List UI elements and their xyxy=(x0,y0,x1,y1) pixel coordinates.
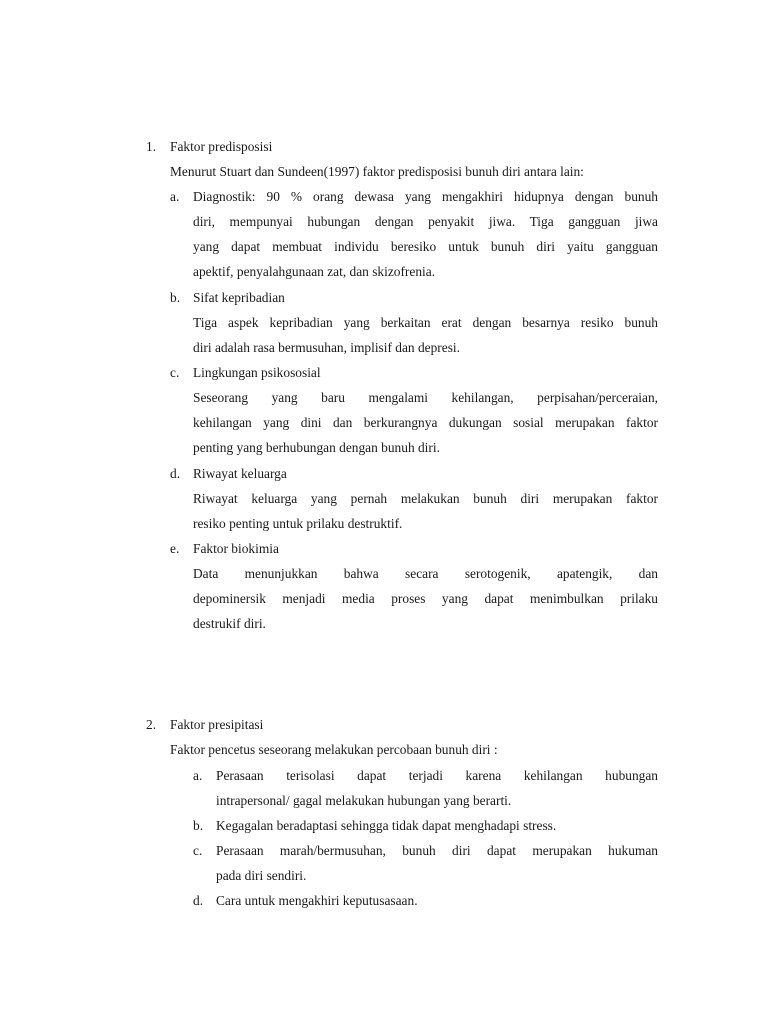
list-item-line: apektif, penyalahgunaan zat, dan skizofrenia. xyxy=(193,264,436,279)
list-marker: b. xyxy=(170,290,181,305)
list-marker: e. xyxy=(170,541,180,556)
list-item-line: Perasaan marah/bermusuhan, bunuh diri dapat merupakan hukuman xyxy=(216,843,658,858)
section-1-intro: Menurut Stuart dan Sundeen(1997) faktor predisposisi bunuh diri antara lain: xyxy=(170,164,584,179)
list-item-line: pada diri sendiri. xyxy=(216,868,307,883)
list-item-line: kehilangan yang dini dan berkurangnya dukungan sosial merupakan faktor xyxy=(193,415,658,430)
list-item-line: diri adalah rasa bermusuhan, implisif dan depresi. xyxy=(193,340,460,355)
list-item-line: Perasaan terisolasi dapat terjadi karena kehilangan hubungan xyxy=(216,768,658,783)
section-1-title: Faktor predisposisi xyxy=(170,139,273,154)
section-2-number: 2. xyxy=(146,717,157,732)
list-item-heading: Faktor biokimia xyxy=(193,541,279,556)
list-marker: d. xyxy=(170,466,181,481)
list-item-line: resiko penting untuk prilaku destruktif. xyxy=(193,516,403,531)
list-item-line: depominersik menjadi media proses yang dapat menimbulkan prilaku xyxy=(193,591,658,606)
list-item-line: Diagnostik: 90 % orang dewasa yang mengakhiri hidupnya dengan bunuh xyxy=(193,189,658,204)
list-marker: c. xyxy=(193,843,203,858)
section-2-intro: Faktor pencetus seseorang melakukan percobaan bunuh diri : xyxy=(170,742,498,757)
list-item-line: Tiga aspek kepribadian yang berkaitan erat dengan besarnya resiko bunuh xyxy=(193,315,658,330)
list-item-heading: Riwayat keluarga xyxy=(193,466,287,481)
list-item-line: Seseorang yang baru mengalami kehilangan, perpisahan/perceraian, xyxy=(193,390,658,405)
list-marker: d. xyxy=(193,893,204,908)
list-item-heading: Sifat kepribadian xyxy=(193,290,285,305)
list-item-line: penting yang berhubungan dengan bunuh diri. xyxy=(193,440,440,455)
list-item-line: diri, mempunyai hubungan dengan penyakit jiwa. Tiga gangguan jiwa xyxy=(193,214,658,229)
list-item-line: Data menunjukkan bahwa secara serotogenik, apatengik, dan xyxy=(193,566,658,581)
list-item-line: intrapersonal/ gagal melakukan hubungan yang berarti. xyxy=(216,793,512,808)
list-item-line: Cara untuk mengakhiri keputusasaan. xyxy=(216,893,418,908)
list-item-heading: Lingkungan psikososial xyxy=(193,365,321,380)
section-2-title: Faktor presipitasi xyxy=(170,717,264,732)
list-item-line: Riwayat keluarga yang pernah melakukan bunuh diri merupakan faktor xyxy=(193,491,658,506)
section-1-number: 1. xyxy=(146,139,157,154)
list-item-line: destrukif diri. xyxy=(193,616,266,631)
list-marker: a. xyxy=(170,189,180,204)
list-item-line: yang dapat membuat individu beresiko untuk bunuh diri yaitu gangguan xyxy=(193,239,658,254)
list-marker: b. xyxy=(193,818,204,833)
list-marker: a. xyxy=(193,768,203,783)
list-marker: c. xyxy=(170,365,180,380)
list-item-line: Kegagalan beradaptasi sehingga tidak dapat menghadapi stress. xyxy=(216,818,557,833)
